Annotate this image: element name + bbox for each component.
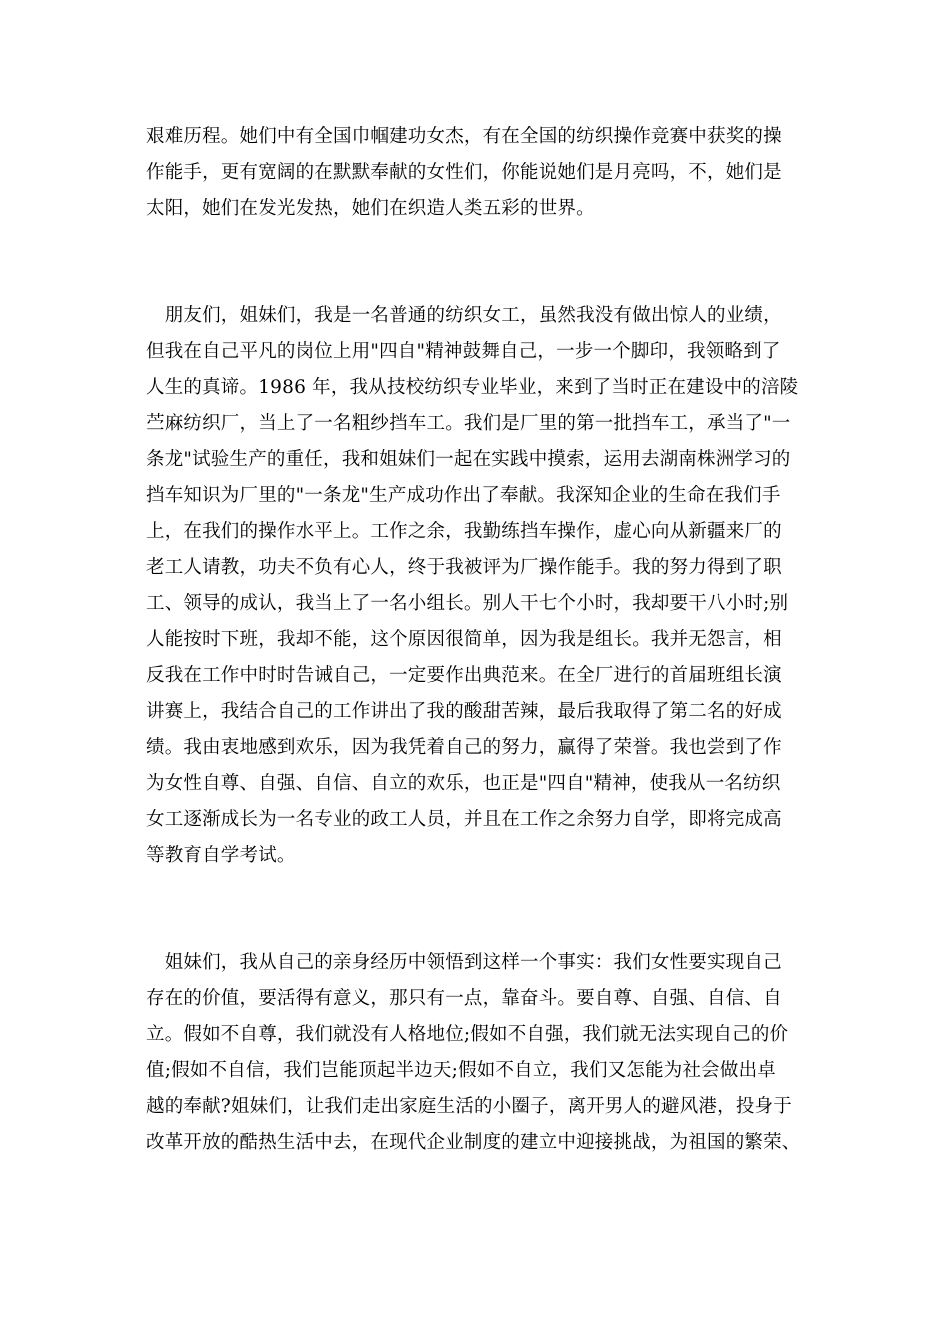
paragraph-line: 太阳，她们在发光发热，她们在织造人类五彩的世界。 (146, 198, 595, 219)
paragraph-line: 人能按时下班，我却不能，这个原因很简单，因为我是组长。我并无怨言，相 (146, 629, 782, 650)
paragraph-line: 为女性自尊、自强、自信、自立的欢乐，也正是"四自"精神，使我从一名纺织 (146, 773, 781, 794)
paragraph-line: 立。假如不自尊，我们就没有人格地位;假如不自强，我们就无法实现自己的价 (146, 1024, 789, 1045)
paragraph-line: 作能手，更有宽阔的在默默奉献的女性们，你能说她们是月亮吗，不，她们是 (146, 162, 782, 183)
paragraph-line: 改革开放的酷热生活中去，在现代企业制度的建立中迎接挑战，为祖国的繁荣、 (146, 1132, 801, 1153)
paragraph-line: 但我在自己平凡的岗位上用"四自"精神鼓舞自己，一步一个脚印，我领略到了 (146, 341, 781, 362)
paragraph-line: 条龙"试验生产的重任，我和姐妹们一起在实践中摸索，运用去湖南株洲学习的 (146, 449, 791, 470)
paragraph-line: 等教育自学考试。 (146, 845, 296, 866)
paragraph-line: 讲赛上，我结合自己的工作讲出了我的酸甜苦辣，最后我取得了第二名的好成 (146, 701, 782, 722)
paragraph-line: 工、领导的成认，我当上了一名小组长。别人干七个小时，我却要干八小时;别 (146, 593, 789, 614)
paragraph-line: 艰难历程。她们中有全国巾帼建功女杰，有在全国的纺织操作竞赛中获奖的操 (146, 126, 782, 147)
paragraph-line: 反我在工作中时时告诫自己，一定要作出典范来。在全厂进行的首届班组长演 (146, 665, 782, 686)
paragraph-line: 朋友们，姐妹们，我是一名普通的纺织女工，虽然我没有做出惊人的业绩， (146, 305, 782, 326)
paragraph-line: 苎麻纺织厂，当上了一名粗纱挡车工。我们是厂里的第一批挡车工，承当了"一 (146, 413, 791, 434)
paragraph-line: 值;假如不自信，我们岂能顶起半边天;假如不自立，我们又怎能为社会做出卓 (146, 1060, 776, 1081)
paragraph-line: 姐妹们，我从自己的亲身经历中领悟到这样一个事实：我们女性要实现自己 (146, 952, 782, 973)
paragraph-line: 老工人请教，功夫不负有心人，终于我被评为厂操作能手。我的努力得到了职 (146, 557, 782, 578)
paragraph-line: 挡车知识为厂里的"一条龙"生产成功作出了奉献。我深知企业的生命在我们手 (146, 485, 781, 506)
paragraph-line: 绩。我由衷地感到欢乐，因为我凭着自己的努力，赢得了荣誉。我也尝到了作 (146, 737, 782, 758)
paragraph-line: 越的奉献?姐妹们，让我们走出家庭生活的小圈子，离开男人的避风港，投身于 (146, 1096, 792, 1117)
paragraph-line: 上，在我们的操作水平上。工作之余，我勤练挡车操作，虚心向从新疆来厂的 (146, 521, 782, 542)
paragraph-line: 存在的价值，要活得有意义，那只有一点，靠奋斗。要自尊、自强、自信、自 (146, 988, 782, 1009)
paragraph-line: 女工逐渐成长为一名专业的政工人员，并且在工作之余努力自学，即将完成高 (146, 809, 782, 830)
paragraph-line: 人生的真谛。1986 年，我从技校纺织专业毕业，来到了当时正在建设中的涪陵 (146, 377, 799, 398)
